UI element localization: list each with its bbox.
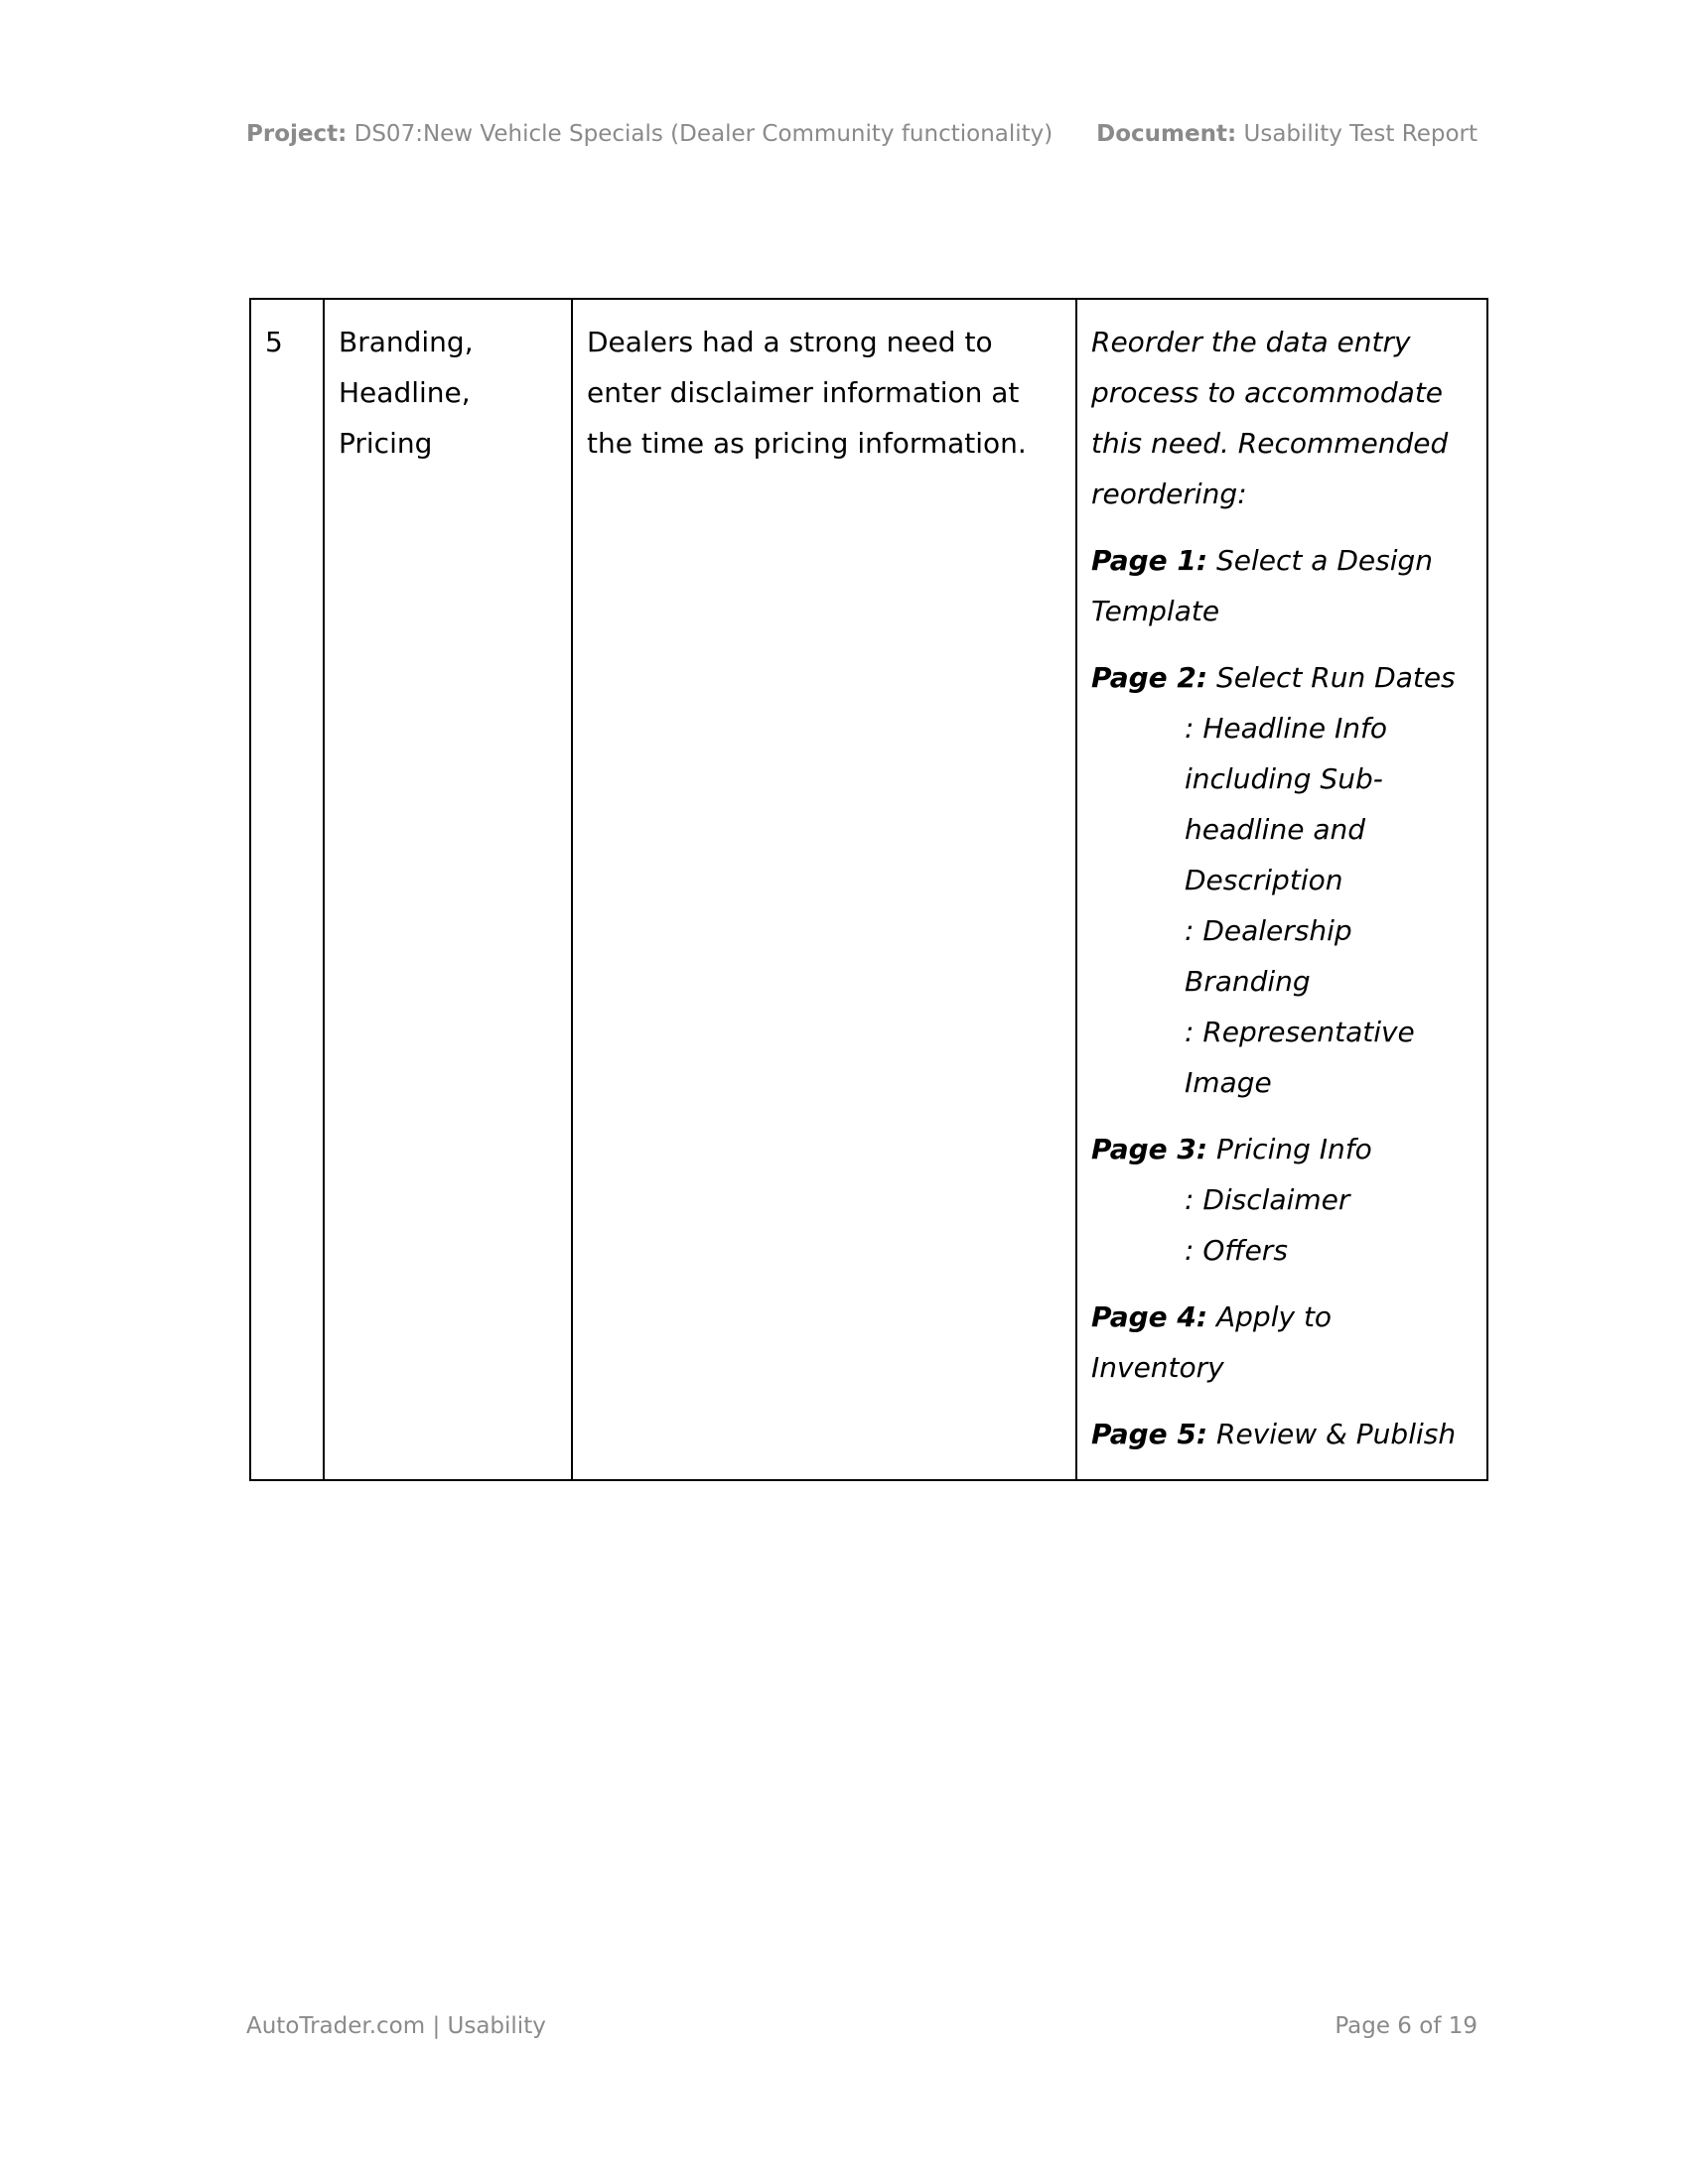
table-row <box>250 299 1487 1480</box>
recommended-page-5 <box>1091 1409 1473 1459</box>
page-title: Select a Design Template <box>1091 544 1434 627</box>
recommended-page-1 <box>1091 535 1473 636</box>
page-sub-item: : Representative Image <box>1185 1016 1415 1099</box>
page-sub-item: : Dealership Branding <box>1185 914 1352 998</box>
page-label: Page 1: <box>1091 544 1208 577</box>
finding-number: 5 <box>250 299 324 1480</box>
recommended-pages-list <box>1091 535 1473 1459</box>
recommendation-intro: Reorder the data entry process to accommodate this need. Recommended reordering: <box>1091 326 1449 510</box>
page-title: Review & Publish <box>1216 1418 1457 1450</box>
recommended-page-4 <box>1091 1292 1473 1393</box>
footer-left: AutoTrader.com | Usability <box>246 2013 546 2039</box>
page-title: Apply to Inventory <box>1091 1300 1333 1384</box>
document-label: Document: <box>1096 121 1237 147</box>
page-number: Page 6 of 19 <box>1335 2013 1477 2039</box>
recommended-page-2 <box>1091 652 1473 1108</box>
findings-table <box>249 298 1488 1481</box>
document-value: Usability Test Report <box>1243 121 1477 147</box>
project-value: DS07:New Vehicle Specials (Dealer Community functionality) <box>353 121 1054 147</box>
page-sub-item: : Disclaimer <box>1185 1183 1350 1216</box>
page-label: Page 3: <box>1091 1133 1208 1165</box>
page-heading-line <box>1091 652 1473 703</box>
page-header <box>246 121 1477 147</box>
page-title: Select Run Dates <box>1216 661 1456 694</box>
page-sub-item: : Offers <box>1185 1234 1288 1267</box>
page-footer <box>246 2013 1477 2039</box>
project-label: Project: <box>246 121 348 147</box>
recommended-page-3 <box>1091 1124 1473 1276</box>
page-label: Page 5: <box>1091 1418 1208 1450</box>
page-heading-line <box>1091 1124 1473 1174</box>
recommendation-cell <box>1076 299 1487 1480</box>
page-label: Page 2: <box>1091 661 1208 694</box>
page-title: Pricing Info <box>1216 1133 1372 1165</box>
page-label: Page 4: <box>1091 1300 1208 1333</box>
document-info <box>1096 121 1477 147</box>
page-heading-line <box>1091 535 1473 636</box>
project-info <box>246 121 1053 147</box>
page-sub-item: : Headline Info including Sub- headline and Description <box>1185 712 1387 896</box>
page-heading-line <box>1091 1409 1473 1459</box>
finding-area: Branding, Headline, Pricing <box>324 299 572 1480</box>
finding-description: Dealers had a strong need to enter disclaimer information at the time as pricing information. <box>572 299 1076 1480</box>
page-heading-line <box>1091 1292 1473 1393</box>
